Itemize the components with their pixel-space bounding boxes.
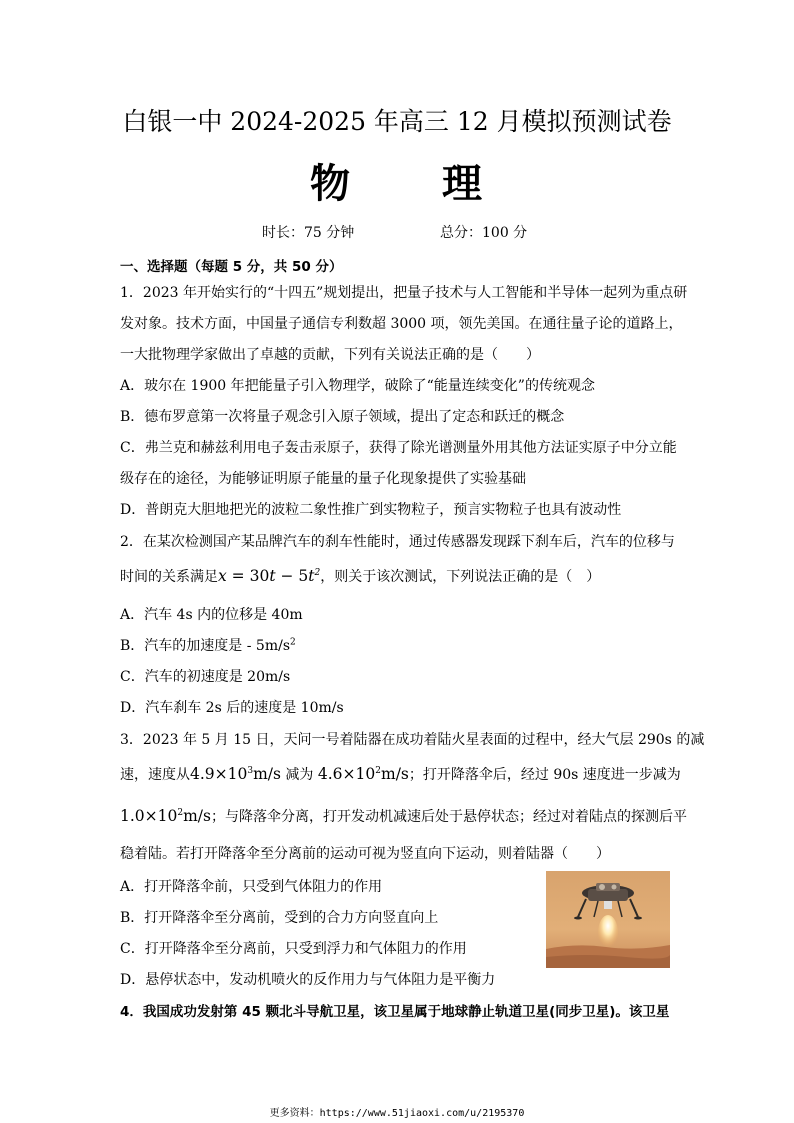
- q2-line-2-prefix: 时间的关系满足: [120, 569, 218, 585]
- q3-line-2: 速，速度从$4.9\times 10^3m/s$ 减为 $4.6\times 10^2m/s$；打开降落伞后，经过 90s 速度进一步减为: [120, 765, 681, 783]
- subject-char-2: 理: [442, 160, 484, 207]
- exam-title: 白银一中 2024-2025 年高三 12 月模拟预测试卷: [122, 107, 672, 136]
- exam-total-score: 总分：100 分: [440, 225, 528, 241]
- subject-heading: [0, 152, 794, 209]
- q1-option-c-line-2: 级存在的途径，为能够证明原子能量的量子化现象提供了实验基础: [120, 471, 526, 487]
- q1-option-b: B．德布罗意第一次将量子观念引入原子领域，提出了定态和跃迁的概念: [120, 409, 565, 425]
- q4-line-1: 4．我国成功发射第 45 颗北斗导航卫星，该卫星属于地球静止轨道卫星(同步卫星)。该卫星: [120, 1004, 670, 1020]
- q3-option-a: A．打开降落伞前，只受到气体阻力的作用: [120, 879, 383, 895]
- q1-option-d: D．普朗克大胆地把光的波粒二象性推广到实物粒子，预言实物粒子也具有波动性: [120, 502, 622, 518]
- q3-velocity-1: $4.9\times 10^3m/s$: [190, 765, 281, 783]
- subject-char-1: 物: [310, 160, 352, 207]
- q3-option-c: C．打开降落伞至分离前，只受到浮力和气体阻力的作用: [120, 941, 467, 957]
- q2-line-2: [120, 566, 600, 586]
- q1-line-1: 1．2023 年开始实行的“十四五”规划提出，把量子技术与人工智能和半导体一起列为重点研: [120, 285, 688, 301]
- q1-option-a: A．玻尔在 1900 年把能量子引入物理学，破除了“能量连续变化”的传统观念: [120, 378, 595, 394]
- exam-duration: 时长：75 分钟: [262, 225, 355, 241]
- q2-option-c: C．汽车的初速度是 20m/s: [120, 669, 291, 685]
- mars-lander-image: [546, 871, 670, 968]
- q2-line-2-suffix: ，则关于该次测试，下列说法正确的是（ ）: [320, 569, 601, 585]
- q2-line-1: 2．在某次检测国产某品牌汽车的刹车性能时，通过传感器发现踩下刹车后，汽车的位移与: [120, 534, 675, 550]
- q1-line-2: 发对象。技术方面，中国量子通信专利数超 3000 项，领先美国。在通往量子论的道路上，: [120, 316, 683, 332]
- q2-option-b: B．汽车的加速度是 - $5m/s^2$: [120, 637, 296, 654]
- q3-velocity-3: $1.0\times 10^2m/s$: [120, 807, 211, 825]
- q2-equation: $x = 30t - 5t^2$: [218, 567, 321, 585]
- q3-option-b: B．打开降落伞至分离前，受到的合力方向竖直向上: [120, 910, 439, 926]
- q3-line-1: 3．2023 年 5 月 15 日，天问一号着陆器在成功着陆火星表面的过程中，经大气层 290s 的减: [120, 732, 705, 748]
- q2-option-d: D．汽车刹车 2s 后的速度是 10m/s: [120, 700, 344, 716]
- section-heading: 一、选择题（每题 5 分，共 50 分）: [120, 259, 343, 275]
- q2-option-a: A．汽车 4s 内的位移是 40m: [120, 607, 303, 623]
- q3-line-3: $1.0\times 10^2m/s$；与降落伞分离，打开发动机减速后处于悬停状态；经过对着陆点的探测后平: [120, 807, 687, 825]
- q1-line-3: 一大批物理学家做出了卓越的贡献，下列有关说法正确的是（ ）: [120, 347, 540, 363]
- q3-line-4: 稳着陆。若打开降落伞至分离前的运动可视为竖直向下运动，则着陆器（ ）: [120, 846, 610, 862]
- q3-velocity-2: $4.6\times 10^2m/s$: [317, 765, 409, 783]
- q3-option-d: D．悬停状态中，发动机喷火的反作用力与气体阻力是平衡力: [120, 972, 496, 988]
- q1-option-c-line-1: C．弗兰克和赫兹利用电子轰击汞原子，获得了除光谱测量外用其他方法证实原子中分立能: [120, 440, 677, 456]
- footer-link[interactable]: 更多资料：https://www.51jiaoxi.com/u/2195370: [269, 1108, 525, 1119]
